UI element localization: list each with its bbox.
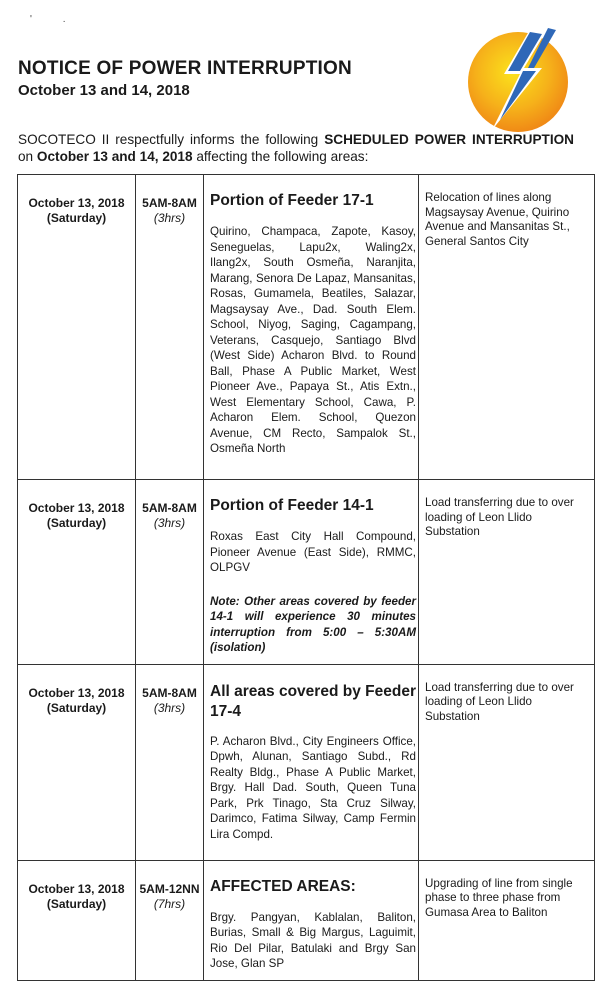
remarks-text: Relocation of lines along Magsaysay Avenue, Quirino Avenue and Mansanitas St., General Santos City xyxy=(425,191,570,248)
affected-areas-text: Quirino, Champaca, Zapote, Kasoy, Seneguelas, Lapu2x, Waling2x, Ilang2x, South Osmeña, Naranjita, Marang, Senora De Lapaz, Mansanitas, Rosas, Gumamela, Beatiles, Salazar, Magsaysay Ave., Dad. South Elem. School, Niyog, Saging, Cagampang, Veterans, Casquejo, Santiago Blvd (West Side) Acharon Blvd. to Round Ball, Phase A Public Market, West Pioneer Ave., Papaya St., Atis Extn., West Elementary School, Cawa, P. Acharon Elem. School, Quezon Avenue, CM Recto, Sampalok St., Osmeña North xyxy=(210,225,416,455)
remarks-text: Load transferring due to over loading of Leon Llido Substation xyxy=(425,680,574,723)
duration-text: (3hrs) xyxy=(153,211,186,225)
area-cell xyxy=(204,860,419,980)
area-cell xyxy=(204,480,419,665)
affected-areas-text: Roxas East City Hall Compound, Pioneer Avenue (East Side), RMMC, OLPGV xyxy=(210,530,416,574)
feeder-heading: Portion of Feeder 17-1 xyxy=(210,192,374,209)
remarks-cell xyxy=(419,175,595,480)
page-date-subtitle: October 13 and 14, 2018 xyxy=(18,82,190,99)
feeder-heading: Portion of Feeder 14-1 xyxy=(210,497,374,514)
time-cell xyxy=(136,480,204,665)
intro-mid: on xyxy=(18,149,37,164)
affected-areas-text: Brgy. Pangyan, Kablalan, Baliton, Burias, Small & Big Margus, Laguimit, Rio Del Pilar, Batulaki and Brgy San Jose, Glan SP xyxy=(210,910,416,970)
date-cell xyxy=(18,175,136,480)
feeder-heading: All areas covered by Feeder 17-4 xyxy=(210,682,416,720)
intro-prefix: SOCOTECO II respectfully informs the following xyxy=(18,132,325,147)
table-row xyxy=(18,860,595,980)
area-cell xyxy=(204,175,419,480)
duration-text: (3hrs) xyxy=(153,700,186,715)
isolation-note: Note: Other areas covered by feeder 14-1 will experience 30 minutes interruption from 5:00 – 5:30AM (isolation) xyxy=(210,594,416,654)
affected-areas-text: P. Acharon Blvd., City Engineers Office, Dpwh, Alunan, Santiago Subd., Rd Realty Bldg., Phase A Public Market, Brgy. Hall Dad. South, Queen Tuna Park, Prk Tinago, Sta Cruz Silway, Darimco, Fatima Silway, Camp Fermin Lira Compd. xyxy=(210,734,416,841)
remarks-cell xyxy=(419,664,595,860)
feeder-heading: AFFECTED AREAS: xyxy=(210,877,356,895)
remarks-cell xyxy=(419,480,595,665)
time-range: 5AM-8AM xyxy=(142,501,197,515)
day-text: (Saturday) xyxy=(46,896,107,911)
time-range: 5AM-8AM xyxy=(142,685,197,700)
intro-paragraph xyxy=(18,131,574,165)
lightning-bolt-sun-logo xyxy=(462,24,574,136)
time-cell xyxy=(136,664,204,860)
day-text: (Saturday) xyxy=(46,516,107,530)
remarks-cell xyxy=(419,860,595,980)
remarks-text: Upgrading of line from single phase to three phase from Gumasa Area to Baliton xyxy=(425,876,573,919)
intro-scheduled-interruption: SCHEDULED POWER INTERRUPTION xyxy=(324,132,574,147)
date-cell xyxy=(18,480,136,665)
date-text: October 13, 2018 xyxy=(28,685,125,700)
date-cell xyxy=(18,664,136,860)
time-range: 5AM-12NN xyxy=(139,881,200,896)
intro-dates: October 13 and 14, 2018 xyxy=(36,149,193,164)
area-cell xyxy=(204,664,419,860)
date-text: October 13, 2018 xyxy=(28,501,125,515)
page-title: NOTICE OF POWER INTERRUPTION xyxy=(18,58,352,79)
duration-text: (3hrs) xyxy=(153,516,186,530)
time-cell xyxy=(136,860,204,980)
duration-text: (7hrs) xyxy=(153,896,186,911)
day-text: (Saturday) xyxy=(46,700,107,715)
time-cell xyxy=(136,175,204,480)
table-row xyxy=(18,175,595,480)
date-text: October 13, 2018 xyxy=(28,881,125,896)
time-range: 5AM-8AM xyxy=(142,196,197,210)
schedule-table xyxy=(17,174,595,981)
date-text: October 13, 2018 xyxy=(28,196,125,210)
table-row xyxy=(18,480,595,665)
table-row xyxy=(18,664,595,860)
day-text: (Saturday) xyxy=(46,211,107,225)
remarks-text: Load transferring due to over loading of Leon Llido Substation xyxy=(425,496,574,538)
scan-marks: ' . xyxy=(30,14,80,25)
date-cell xyxy=(18,860,136,980)
intro-suffix: affecting the following areas: xyxy=(192,149,369,164)
